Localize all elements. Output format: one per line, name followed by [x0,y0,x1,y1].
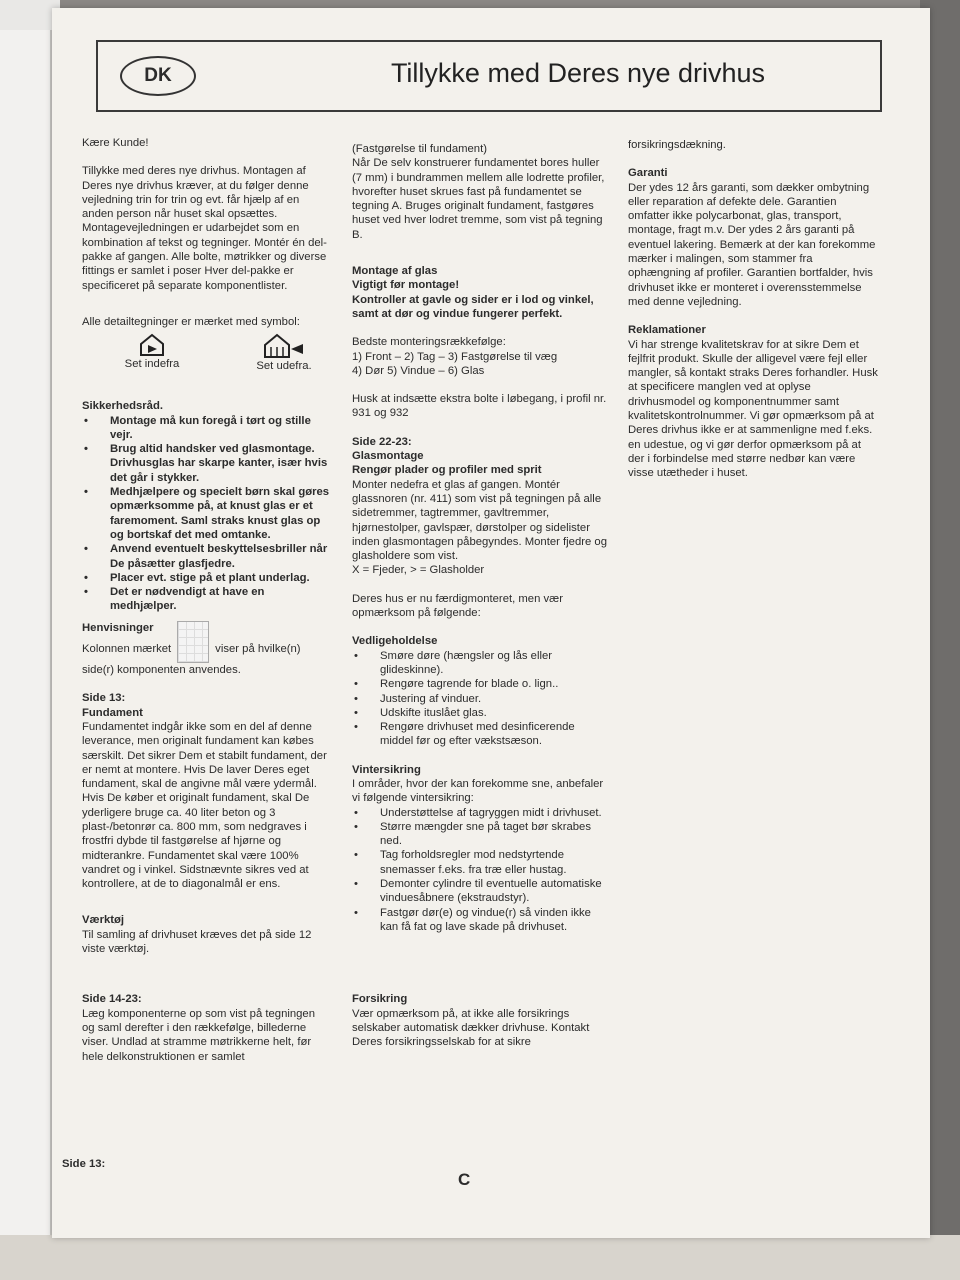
side1423-heading: Side 14-23: [82,993,142,1006]
bolts-text: Husk at indsætte ekstra bolte i løbegang, i profil nr. 931 og 932 [352,393,607,420]
maintenance-heading: Vedligeholdelse [352,635,438,648]
list-item: • Rengøre drivhuset med desinficerende middel før og efter vækstsæson. [352,720,607,749]
order-line-1: 1) Front – 2) Tag – 3) Fastgørelse til væg [352,350,558,363]
symbol-inside-label: Set indefra [124,358,180,371]
claims-text: Vi har strenge kvalitetskrav for at sikre Dem et fejlfrit produkt. Skulle der alligevel være fejl eller mangler, så kontakt straks Deres forhandler. Husk at specificere manglen ved at oplyse drivhusmodel og komponentnummer samt kvalitetskontrolnummer. Vi gør opmærksom på at Deres drivhus ikke er at sammenligne med f.eks. en udestue, og vi gør derfor opmærksom på at der i forbindelse med større nedbør kan være visse utætheder i huset. [628,338,878,480]
insurance-heading: Forsikring [352,993,408,1006]
symbol-outside [244,333,324,373]
glass-important: Vigtigt før montage! [352,279,460,292]
maintenance-list [352,649,607,749]
glass-heading: Montage af glas [352,265,438,278]
list-item: • Montage må kun foregå i tørt og stille vejr. [82,414,330,443]
column-3 [628,138,878,481]
list-item: • Understøttelse af tagryggen midt i drivhuset. [352,806,607,820]
list-item: • Det er nødvendigt at have en medhjælper. [82,585,330,614]
document-page [52,8,930,1238]
intro-text: Tillykke med deres nye drivhus. Montagen af Deres nye drivhus kræver, at du følger denne vejledning trin for trin og evt. får hjælp af en anden person når huset skal opsættes. Montagevejledningen er udarbejdet som en kombination af tekst og tegninger. Montér én del-pakke af gangen. Alle bolte, møtrikker og diverse fittings er samlet i poser Hver del-pakke er specificeret på separate komponentlister. [82,165,327,292]
list-item: • Placer evt. stige på et plant underlag. [82,571,330,585]
list-item: • Medhjælpere og specielt børn skal gøres opmærksomme på, at knust glas er et faremoment. Saml straks knust glas op og bortskaf det med omtanke. [82,485,330,542]
tools-text: Til samling af drivhuset kræves det på side 12 viste værktøj. [82,928,312,956]
insurance-text: Vær opmærksom på, at ikke alle forsikrings selskaber automatisk dækker drivhuse. Kontakt Deres forsikringsselskab for at sikre [352,1007,590,1049]
fixing-text: Når De selv konstruerer fundamentet bores huller (7 mm) i bundrammen mellem alle lodrette profiler, hvorefter huset skrues fast på fundamentet se tegning A. Bruges originalt fundament, fastgøres huset ved hver lodret tremme, som vist på tegning B. [352,157,605,241]
footer-side13: Side 13: [62,1158,106,1170]
done-text: Deres hus er nu færdigmonteret, men vær opmærksom på følgende: [352,592,563,620]
column-1 [82,136,330,1064]
references-heading: Henvisninger [82,621,154,634]
column-2 [352,142,607,1049]
side2223-heading: Side 22-23: [352,435,412,448]
safety-list [82,414,330,614]
claims-heading: Reklamationer [628,324,706,337]
list-item: • Udskifte ituslået glas. [352,706,607,720]
symbols-intro: Alle detailtegninger er mærket med symbol: [82,315,300,328]
view-symbols [82,333,330,385]
glassmontage-heading: Glasmontage [352,450,424,463]
legend-text: X = Fjeder, > = Glasholder [352,564,485,577]
list-item: • Demonter cylindre til eventuelle automatiske vinduesåbnere (ekstraudstyr). [352,877,607,906]
house-inside-icon [137,333,167,357]
references-text-b: viser på hvilke(n) side(r) komponenten anvendes. [82,643,301,677]
side1423-text: Læg komponenterne op som vist på tegningen og saml derefter i den rækkefølge, billederne viser. Undlad at stramme møtrikkerne helt, før hele delkonstruktionen er samlet [82,1007,315,1063]
winter-text: I områder, hvor der kan forekomme sne, anbefaler vi følgende vintersikring: [352,777,604,805]
glass-check: Kontroller at gavle og sider er i lod og vinkel, samt at dør og vindue fungerer perfekt. [352,293,594,320]
safety-heading: Sikkerhedsråd. [82,400,164,413]
foundation-heading: Fundament [82,706,143,719]
references-text [82,635,330,677]
winter-list [352,806,607,935]
side13-heading: Side 13: [82,692,126,705]
greeting: Kære Kunde! [82,137,149,149]
order-line-2: 4) Dør 5) Vindue – 6) Glas [352,364,485,377]
page-header [96,40,882,112]
fixing-heading: (Fastgørelse til fundament) [352,143,487,155]
list-item: • Justering af vinduer. [352,692,607,706]
winter-heading: Vintersikring [352,763,421,776]
tools-heading: Værktøj [82,914,125,927]
list-item: • Anvend eventuelt beskyttelsesbriller når De påsætter glasfjedre. [82,542,330,571]
house-outside-icon [261,333,307,359]
country-badge: DK [120,56,196,96]
list-item: • Fastgør dør(e) og vindue(r) så vinden ikke kan få fat og lave skade på drivhuset. [352,906,607,935]
list-item: • Tag forholdsregler mod nedstyrtende snemasser f.eks. fra træ eller hustag. [352,848,607,877]
warranty-heading: Garanti [628,167,668,180]
list-item: • Smøre døre (hængsler og lås eller glideskinne). [352,649,607,678]
foundation-text: Fundamentet indgår ikke som en del af denne leverance, men originalt fundament kan købes særskilt. Det sikrer Dem et stabilt fundament, der er nemt at montere. Hvis De laver Deres eget fundament, skal de angivne mål være ydermål. Hvis De køber et originalt fundament, skal De yderligere bruge ca. 40 liter beton og 3 plast-/betonrør ca. 800 mm, som nedgraves i frostfri dybde til fastgørelse af hjørne og midterankre. Fundamentet skal være 100% vandret og i vinkel. Sidstnævnte sikres ved at kontrollere, at de to diagonalmål er ens. [82,720,327,891]
symbol-inside [112,333,192,371]
background-prev-page [0,30,52,1250]
symbol-outside-label: Set udefra. [256,360,312,373]
clean-heading: Rengør plader og profiler med sprit [352,464,542,477]
grid-column-icon [177,621,209,663]
list-item: • Større mængder sne på taget bør skrabes ned. [352,820,607,849]
mount-text: Monter nedefra et glas af gangen. Montér glassnoren (nr. 411) som vist på tegningen på alle sidetremmer, tagtremmer, gavltremmer, hjørnestolper, gavlspær, dørstolper og sidelister inden glasmontagen påbegyndes. Monter fjedre og glasholdere som vist. [352,478,607,563]
page-letter: C [458,1170,471,1189]
background-bottom [0,1235,960,1280]
page-title: Tillykke med Deres nye drivhus [390,58,766,88]
warranty-text: Der ydes 12 års garanti, som dækker ombytning eller reparation af defekte dele. Garantien omfatter ikke polycarbonat, glas, transport, montage, fragt m.v. Der ydes 2 års garanti på eventuel lakering. Bemærk at der kan forekomme mærker i malingen, som stammer fra ophængning af profiler. Garantien bortfalder, hvis drivhuset ikke er monteret i overensstemmelse med denne vejledning. [628,181,876,308]
list-item: • Brug altid handsker ved glasmontage. Drivhusglas har skarpe kanter, især hvis det går i stykker. [82,442,330,485]
order-heading: Bedste monteringsrækkefølge: [352,336,506,349]
list-item: • Rengøre tagrende for blade o. lign.. [352,677,607,691]
insurance-continued: forsikringsdækning. [628,139,726,151]
references-text-a: Kolonnen mærket [82,643,172,655]
